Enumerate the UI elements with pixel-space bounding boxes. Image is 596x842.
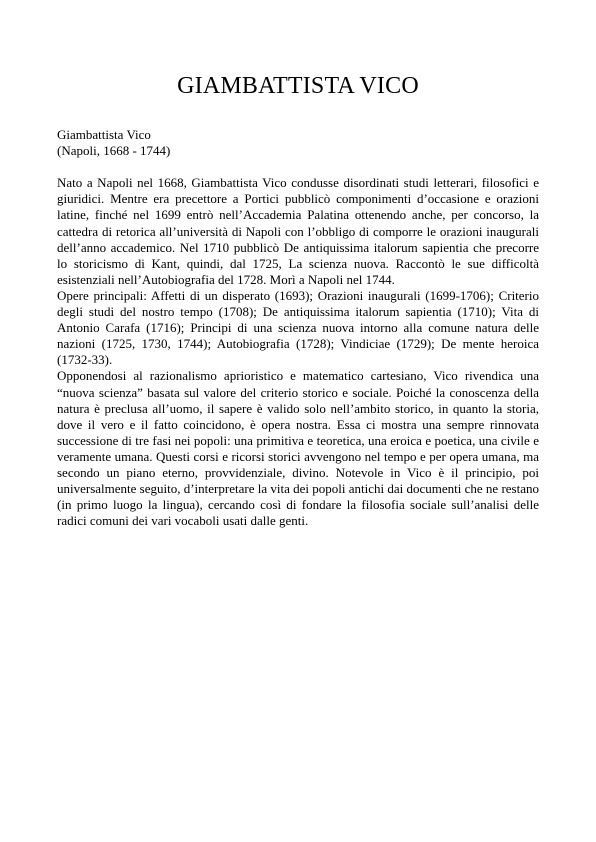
author-dates: (Napoli, 1668 - 1744): [57, 143, 171, 159]
document-body: [57, 127, 539, 529]
works-paragraph: Opere principali: Affetti di un disperato (1693); Orazioni inaugurali (1699-1706); Criterio degli studi del nostro tempo (1708); De antiquissima italorum sapientia (1710); Vita di Antonio Carafa (1716); Principi di una scienza nuova intorno alla comune natura delle nazioni (1725, 1730, 1744); Autobiografia (1728); Vindiciae (1729); De mente heroica (1732-33).: [57, 287, 539, 368]
page-title: GIAMBATTISTA VICO: [177, 73, 419, 99]
author-name: Giambattista Vico: [57, 127, 151, 142]
paragraph-spacer: [57, 159, 539, 175]
philosophy-paragraph: Opponendosi al razionalismo aprioristico e matematico cartesiano, Vico rivendica una “nuova scienza” basata sul valore del criterio storico e sociale. Poiché la conoscenza della natura è preclusa all’uomo, il sapere è valido solo nell’ambito storico, in quanto la storia, dove il vero e il fatto coincidono, è opera nostra. Essa ci mostra una sempre rinnovata successione di tre fasi nei popoli: una primitiva e teoretica, una eroica e poetica, una civile e veramente umana. Questi corsi e ricorsi storici avvengono nel tempo e per opera umana, ma secondo un piano eterno, provvidenziale, divino. Notevole in Vico è il principio, poi universalmente seguito, d’interpretare la vita dei popoli antichi dai documenti che ne restano (in primo luogo la lingua), cercando così di fondare la filosofia sociale sull’analisi delle radici comuni dei vari vocaboli usati dalle genti.: [57, 368, 539, 529]
biography-paragraph: Nato a Napoli nel 1668, Giambattista Vico condusse disordinati studi letterari, filosofici e giuridici. Mentre era precettore a Portici pubblicò componimenti d’occasione e orazioni latine, finché nel 1699 entrò nell’Accademia Palatina ottenendo anche, per concorso, la cattedra di retorica all’università di Napoli con l’obbligo di comporre le orazioni inaugurali dell’anno accademico. Nel 1710 pubblicò De antiquissima italorum sapientia che precorre lo storicismo di Kant, quindi, dal 1725, La scienza nuova. Raccontò le sue difficoltà esistenziali nell’Autobiografia del 1728. Morì a Napoli nel 1744.: [57, 175, 539, 287]
